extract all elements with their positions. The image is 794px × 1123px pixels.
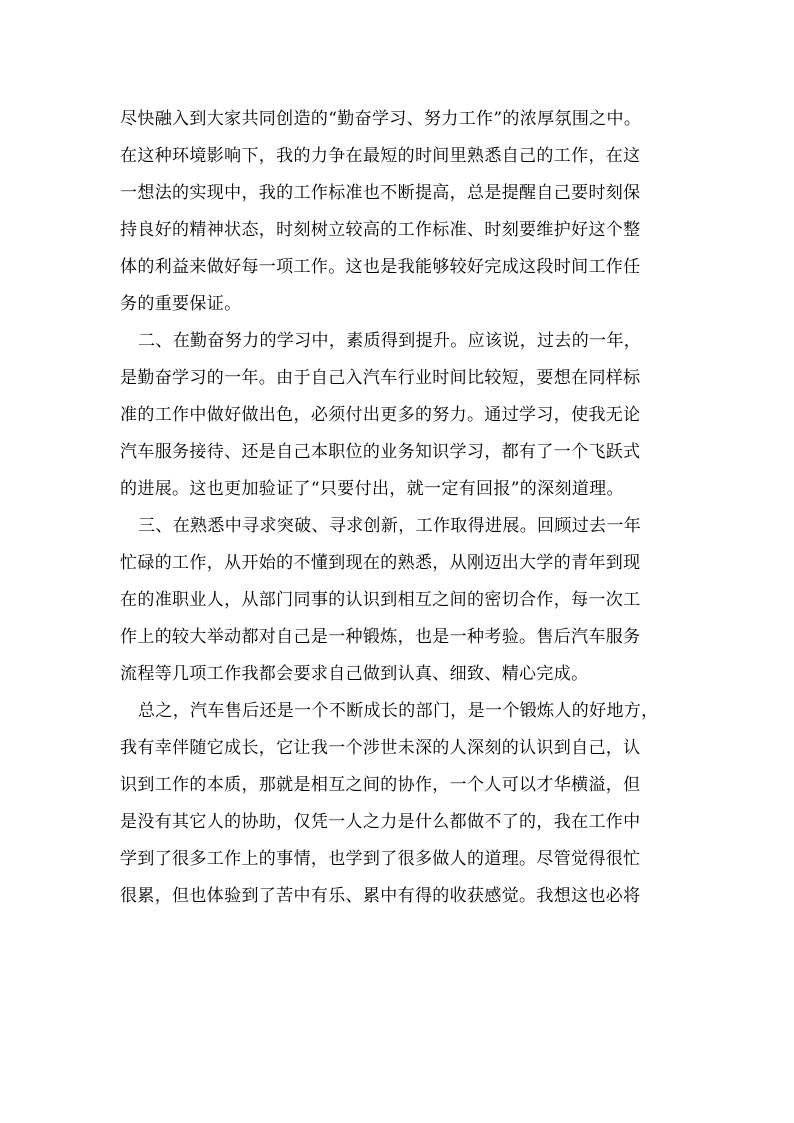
text-line: 忙碌的工作，从开始的不懂到现在的熟悉，从刚迈出大学的青年到现 [120,553,641,573]
text-line: 务的重要保证。 [120,294,242,314]
text-line: 作上的较大举动都对自己是一种锻炼，也是一种考验。售后汽车服务 [120,627,641,647]
text-line: 流程等几项工作我都会要求自己做到认真、细致、精心完成。 [120,664,589,684]
paragraph-start-line: 总之，汽车售后还是一个不断成长的部门，是一个锻炼人的好地方， [138,701,659,721]
text-line: 尽快融入到大家共同创造的“勤奋学习、努力工作”的浓厚氛围之中。 [120,109,642,129]
text-line: 是勤奋学习的一年。由于自己入汽车行业时间比较短，要想在同样标 [120,368,641,388]
text-line: 一想法的实现中，我的工作标准也不断提高，总是提醒自己要时刻保 [120,183,641,203]
paragraph-start-line: 三、在熟悉中寻求突破、寻求创新，工作取得进展。回顾过去一年 [138,516,642,536]
paragraph-start-line: 二、在勤奋努力的学习中，素质得到提升。应该说，过去的一年， [138,331,642,351]
text-line: 很累，但也体验到了苦中有乐、累中有得的收获感觉。我想这也必将 [120,886,641,906]
text-line: 是没有其它人的协助，仅凭一人之力是什么都做不了的，我在工作中 [120,812,641,832]
text-line: 的进展。这也更加验证了“只要付出，就一定有回报”的深刻道理。 [120,479,624,499]
text-line: 汽车服务接待、还是自己本职位的业务知识学习，都有了一个飞跃式 [120,442,641,462]
text-line: 持良好的精神状态，时刻树立较高的工作标准、时刻要维护好这个整 [120,220,641,240]
document-body [120,101,680,915]
text-line: 学到了很多工作上的事情，也学到了很多做人的道理。尽管觉得很忙 [120,849,641,869]
text-line: 在这种环境影响下，我的力争在最短的时间里熟悉自己的工作，在这 [120,146,641,166]
text-line: 识到工作的本质，那就是相互之间的协作，一个人可以才华横溢，但 [120,775,641,795]
text-line: 体的利益来做好每一项工作。这也是我能够较好完成这段时间工作任 [120,257,641,277]
text-line: 在的准职业人，从部门同事的认识到相互之间的密切合作，每一次工 [120,590,641,610]
text-line: 准的工作中做好做出色，必须付出更多的努力。通过学习，使我无论 [120,405,641,425]
text-line: 我有幸伴随它成长，它让我一个涉世未深的人深刻的认识到自己，认 [120,738,641,758]
